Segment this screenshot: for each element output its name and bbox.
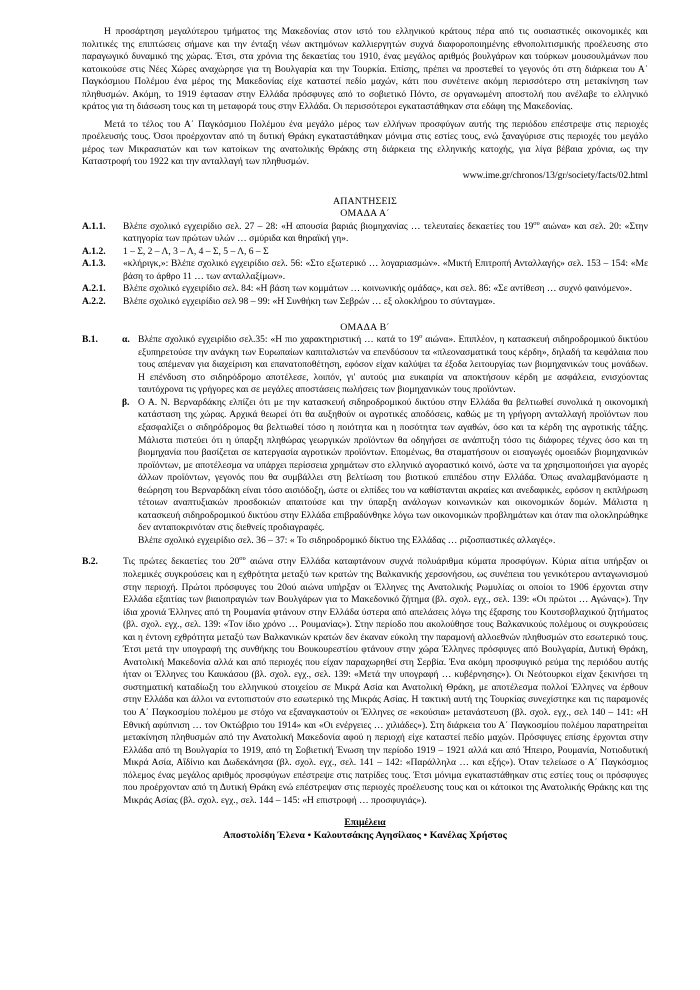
answer-b1-closing-note-text: Βλέπε σχολικό εγχειρίδιο σελ. 36 – 37: « Το σιδηροδρομικό δίκτυο της Ελλάδας … ριζοσπαστικές αλλαγές». xyxy=(138,534,556,546)
answer-item-a11 xyxy=(82,221,648,246)
answer-label-b1: Β.1. xyxy=(82,334,98,346)
answer-body-a11 xyxy=(123,221,648,246)
answer-item-a22 xyxy=(82,296,648,309)
answer-label-a12: Α.1.2. xyxy=(82,245,106,257)
answer-item-a12 xyxy=(82,246,648,259)
answer-body-a22: Βλέπε σχολικό εγχειρίδιο σελ 98 – 99: «Η Συνθήκη των Σεβρών … εξ ολοκλήρου το σύνταγμα». xyxy=(123,296,496,308)
answer-item-b1-beta xyxy=(122,397,648,535)
section-gap-answers xyxy=(82,183,648,196)
answer-label-a22: Α.2.2. xyxy=(82,296,106,308)
answer-label-a21: Α.2.1. xyxy=(82,283,106,295)
intro-paragraph-2: Μετά το τέλος του Α΄ Παγκόσμιου Πολέμου ένα μεγάλο μέρος των ελλήνων προσφύγων αυτής της περιόδου επέστρεψε στις περιοχές προέλευσής τους. Όσοι προέρχονταν από τη δυτική Θράκη εγκαταστάθηκαν μόνιμα στις εστίες τους, ενώ ξαναγύρισε στις περιοχές του μεγάλο μέρος των Μικρασιατών και των κατοίκων της ανατολικής Θράκης στη διάρκεια της ελληνικής κατοχής, για λίγα βέβαια χρόνια, ως την Καταστροφή του 1922 και την ανταλλαγή των πληθυσμών. xyxy=(82,118,648,168)
answer-b2-text-pre: Τις πρώτες δεκαετίες του 20 xyxy=(123,556,240,568)
answer-body-a21: Βλέπε σχολικό εγχειρίδιο σελ. 84: «Η βάση των κομμάτων … κοινωνικής ομάδας», και σελ. 86: «Σε αντίθεση … συχνό φαινόμενο». xyxy=(123,283,632,295)
answer-b1-closing-note xyxy=(122,535,648,548)
answer-body-a12: 1 – Σ, 2 – Λ, 3 – Λ, 4 – Σ, 5 – Λ, 6 – Σ xyxy=(123,245,269,257)
answer-item-a13 xyxy=(82,258,648,283)
answer-b1-alpha-text-post: αιώνα». Επιπλέον, η κατασκευή σιδηροδρομικού δικτύου εξυπηρετούσε την ανάγκη των Ευρωπαίων καπιταλιστών να επενδύσουν τα «πλεονασματικά τους κέρδη», δηλαδή τα κεφάλαια που τους απέμεναν για διαχείριση και επανατοποθέτηση, εφόσον είχαν καλύψει τα έξοδα λειτουργίας των βιομηχανικών τους μονάδων. Η επένδυση στο σιδηρόδρομο αποτέλεσε, λοιπόν, γι' αυτούς μια ευκαιρία να αποκτήσουν κέρδη με ασφάλεια, ενισχύοντας ταυτόχρονα τις γρήγορες και σε μεγάλες αποστάσεις πωλήσεις των βιομηχανικών τους προϊόντων. xyxy=(138,334,648,396)
answer-item-b1-alpha xyxy=(122,334,648,397)
section-gap-group-b xyxy=(82,309,648,322)
answer-body-b1-beta: Ο Α. Ν. Βερναρδάκης ελπίζει ότι με την κατασκευή σιδηροδρομικού δικτύου στην Ελλάδα θα βελτιωθεί συνολικά η οικονομική κατάσταση της χώρας. Αρχικά θεωρεί ότι θα αυξηθούν οι αγροτικές αποδόσεις, καθώς με τη γρήγορη ανταλλαγή προϊόντων που εξασφαλίζει ο σιδηρόδρομος θα βελτιωθεί τόσο η ποιότητα και η ποσότητα των αγαθών, όσο και τα κέρδη της αγροτικής τάξης. Μάλιστα πιστεύει ότι η ύπαρξη πληθώρας γεωργικών προϊόντων θα οδηγήσει σε ανάπτυξη τόσο τις διάφορες τέχνες όσο και τη βιομηχανία που βασίζεται σε κατεργασία αγροτικών προϊόντων. Επομένως, θα σταματήσουν οι εισαγωγές ομοειδών βιομηχανικών προϊόντων, με αποτέλεσμα να υπάρχει περίσσεια χρημάτων στο ελληνικό αγοραστικό κοινό, ώστε να τα χρησιμοποιήσει για αγορές άλλων προϊόντων, γεγονός που θα συμβάλλει στη βελτίωση του βιοτικού επιπέδου στην Ελλάδα. Όπως αναλαμβανόμαστε η θεώρηση του Βερναρδάκη είναι τόσο αισιόδοξη, ώστε οι ελπίδες του να καθίστανται ακραίες και ανεδαφικές, εφόσον η εκπλήρωση τέτοιων αναπτυξιακών προσδοκιών απαιτούσε και την ύπαρξη ανάλογων κοινωνικών και οικονομικών δομών. Μάλιστα η κατασκευή σιδηροδρομικού δικτύου στην Ελλάδα επιβραδύνθηκε λόγω των οικονομικών προβλημάτων και όταν πια ολοκληρώθηκε δεν ανταποκρινόταν στις διεθνείς προδιαγραφές. xyxy=(138,396,648,534)
editorial-title: Επιμέλεια xyxy=(344,817,386,829)
group-b-heading: ΟΜΑΔΑ Β΄ xyxy=(340,321,390,333)
answer-item-b2 xyxy=(82,556,648,807)
answer-a11-text-post: αιώνα» και σελ. 20: «Στην κατηγορία των πρώτων υλών … σμύριδα και θηραϊκή γη». xyxy=(123,220,648,245)
answer-b1-subitems xyxy=(122,334,648,547)
answer-a11-superscript: ου xyxy=(533,219,540,227)
answer-b2-superscript: ου xyxy=(239,555,246,563)
answer-item-b1 xyxy=(82,334,648,547)
answer-label-b2: Β.2. xyxy=(82,556,98,568)
answer-item-a21 xyxy=(82,283,648,296)
answer-body-b2 xyxy=(123,556,648,807)
answers-heading: ΑΠΑΝΤΗΣΕΙΣ xyxy=(332,195,397,207)
answer-body-a13: «κλήριγκ,»: Βλέπε σχολικό εγχειρίδιο σελ. 56: «Στο εξωτερικό … λογαριασμών». «Μικτή Επιτροπή Ανταλλαγής» σελ. 153 – 154: «Με βάση το άρθρο 11 … των ανταλλαξίμων». xyxy=(123,258,648,282)
answer-label-b1-alpha: α. xyxy=(122,334,130,346)
intro-paragraph-1: Η προσάρτηση μεγαλύτερου τμήματος της Μακεδονίας στον ιστό του ελληνικού κράτους πέρα από τις ουσιαστικές οικονομικές και πολιτικές της επιπτώσεις σήμανε και την ένταξη νέων ακτημόνων καλλιεργητών συχνά διαφοροποιημένης εθνοπολιτισμικής προέλευσης στο παραγωγικό δυναμικό της χώρας. Έτσι, στα χρόνια της δεκαετίας του 1910, ένας μεγάλος αριθμός βουλγάρων και τούρκων μουσουλμάνων που κατοικούσε στις Νέες Χώρες αναχώρησε για τη Βουλγαρία και την Τουρκία. Επίσης, πρέπει να προστεθεί το γεγονός ότι στη διάρκεια του Α΄ Παγκόσμιου Πολέμου ένα μέρος της Μακεδονίας είχε καταστεί πεδίο μαχών, κάτι που συνέτεινε ακόμη περισσότερο στη μετακίνηση των πληθυσμών. Ακόμη, το 1919 έφτασαν στην Ελλάδα πρόσφυγες από το σοβιετικό Πόντο, σε οργανωμένη αποστολή που ανέλαβε το ελληνικό κράτος για τη διάσωση τους και τη μεταφορά τους στην Ελλάδα. Οι περισσότεροι εγκαταστάθηκαν στα εδάφη της Μακεδονίας. xyxy=(82,26,648,113)
answer-label-a11: Α.1.1. xyxy=(82,220,106,232)
editorial-credits xyxy=(82,816,648,843)
source-url: www.ime.gr/chronos/13/gr/society/facts/02.html xyxy=(462,170,648,182)
answer-b1-alpha-text-pre: Βλέπε σχολικό εγχειρίδιο σελ.35: «Η πιο χαρακτηριστική … κατά το 19 xyxy=(138,334,420,346)
answer-b1-alpha-superscript: ο xyxy=(419,333,423,340)
group-a-heading: ΟΜΑΔΑ Α΄ xyxy=(340,208,390,220)
answer-label-a13: Α.1.3. xyxy=(82,258,106,270)
answer-label-b1-beta: β. xyxy=(122,396,130,408)
answer-b2-text-post: αιώνα στην Ελλάδα καταφτάνουν συχνά πολυάριθμα κύματα προσφύγων. Κύρια αίτια υπήρξαν οι πολεμικές συγκρούσεις και η εχθρότητα μεταξύ των κρατών της Βαλκανικής χερσονήσου, ως συνέπεια του γενικότερου ανταγωνισμού στην περιοχή. Πρώτοι πρόσφυγες του 20ού αιώνα υπήρξαν οι Έλληνες της Ανατολικής Ρωμυλίας οι οποίοι το 1906 έρχονται στην Ελλάδα εξαιτίας των βιαιοπραγιών των Βουλγάρων για το Μακεδονικό ζήτημα (βλ. σχολ. εγχ., σελ. 139: «Οι πρώτοι … Αγώνας»). Την ίδια χρονιά Έλληνες από τη Ρουμανία φτάνουν στην Ελλάδα ύστερα από απελάσεις λόγω της έξαρσης του Κουτσοβλαχικού ζητήματος (βλ. σχολ. εγχ., σελ. 139: «Τον ίδιο χρόνο … Ρουμανίας»). Στην περίοδο που ακολούθησε τους Βαλκανικούς πολέμους οι συγκρούσεις και η έντονη εχθρότητα μεταξύ των Βαλκανικών κρατών δεν έκαναν εύκολη την παραμονή αλλοεθνών πληθυσμών στο εσωτερικό τους. Έτσι μετά την υπογραφή της συνθήκης του Βουκουρεστίου φτάνουν στην χώρα Έλληνες πρόσφυγες από Βουλγαρία, Δυτική Θράκη, Ανατολική Μακεδονία αλλά και από περιοχές που είχαν παραχωρηθεί στη Σερβία. Ένα ακόμη προσφυγικό ρεύμα της περιόδου αυτής ήταν οι Έλληνες του Καυκάσου (βλ. σχολ. εγχ., σελ. 139: «Μετά την υπογραφή … κυβέρνησης»). Οι Νεότουρκοι είχαν ξεκινήσει τη συστηματική καταδίωξη του ελληνικού στοιχείου σε Μικρά Ασία και Ανατολική Θράκη, με αποτέλεσμα πολλοί Έλληνες να έρθουν στην Ελλάδα και άλλοι να εντοπιστούν στο εσωτερικό της Μικράς Ασίας. Η τακτική αυτή της Τουρκίας συνεχίστηκε και τις παραμονές του Α΄ Παγκοσμίου πολέμου με στόχο να εξαναγκαστούν οι Έλληνες σε «εκούσια» μετανάστευση (βλ. σχολ. εγχ., σελ 140 – 141: «Η Εθνική αφύπνιση … τον Οκτώβριο του 1914» και «Οι ενέργειες … χιλιάδες»). Στη διάρκεια του Α΄ Παγκοσμίου πολέμου παρατηρείται μετακίνηση πληθυσμών από την Ανατολική Μακεδονία αφού η περιοχή είχε καταστεί πεδίο μαχών. Πρόσφυγες επίσης έρχονται στην Ελλάδα από τη Βουλγαρία το 1919, από τη Σοβιετική Ένωση την περίοδο 1919 – 1921 αλλά και από Ήπειρο, Ρουμανία, Νοτιοδυτική Μικρά Ασία, Αΐδίνιο και Δωδεκάνησα (βλ. σχολ. εγχ., σελ. 141 – 142: «Παράλληλα … και εξής»). Όταν τελείωσε ο Α΄ Παγκόσμιος πόλεμος ένας μεγάλος αριθμός προσφύγων επέστρεψε στις πατρίδες τους. Έτσι μόνιμα εγκαταστάθηκαν στις εστίες τους οι πρόσφυγες που προέρχονταν από τη Δυτική Θράκη ενώ επέστρεψαν στις περιοχές προέλευσης τους και οι κάτοικοι της Ανατολικής Θράκης και της Μικράς Ασίας (βλ. σχολ. εγχ., σελ. 144 – 145: «Η επιστροφή … προσφυγιάς»). xyxy=(123,556,648,806)
answer-body-b1-alpha xyxy=(138,334,648,397)
editorial-names: Αποστολίδη Έλενα • Καλουτσάκης Αγησίλαος • Κανέλας Χρήστος xyxy=(223,830,507,842)
answer-a11-text-pre: Βλέπε σχολικό εγχειρίδιο σελ. 27 – 28: «Η απουσία βαριάς βιομηχανίας … τελευταίες δεκαετίες του 19 xyxy=(123,220,534,232)
